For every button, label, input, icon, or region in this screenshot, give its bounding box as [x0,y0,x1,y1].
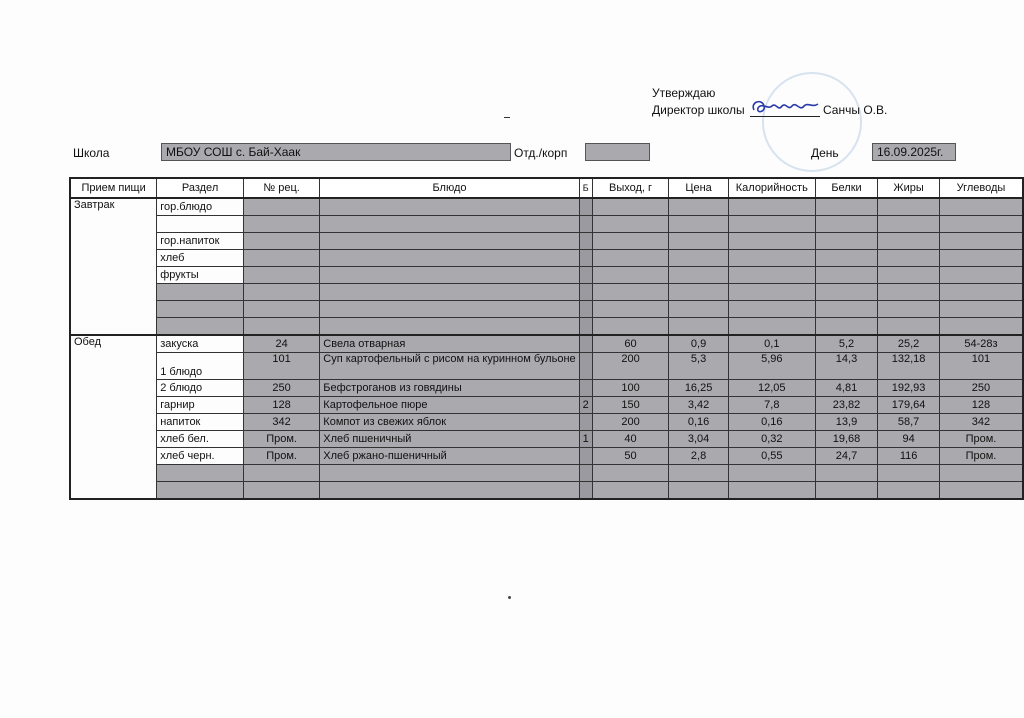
table-row [70,397,1023,414]
section-cell: напиток [157,414,244,431]
col-section: Раздел [157,178,244,198]
approve-label: Утверждаю [652,86,716,100]
b-cell[interactable] [579,250,592,267]
prot-cell[interactable]: 24,7 [815,448,878,465]
fat-cell[interactable] [878,233,940,250]
cal-cell[interactable] [728,301,815,318]
prot-cell[interactable]: 13,9 [815,414,878,431]
table-row [70,284,1023,301]
price-cell[interactable] [669,482,729,500]
fat-cell[interactable] [878,318,940,336]
out-cell[interactable]: 200 [592,414,669,431]
dish-cell[interactable]: Компот из свежих яблок [320,414,579,431]
carb-cell[interactable] [939,284,1023,301]
cal-cell[interactable] [728,250,815,267]
carb-cell[interactable]: 250 [939,380,1023,397]
fat-cell[interactable]: 192,93 [878,380,940,397]
col-out: Выход, г [592,178,669,198]
fat-cell[interactable]: 116 [878,448,940,465]
section-cell: 2 блюдо [157,380,244,397]
carb-cell[interactable]: 342 [939,414,1023,431]
carb-cell[interactable] [939,198,1023,216]
out-cell[interactable]: 50 [592,448,669,465]
cal-cell[interactable] [728,482,815,500]
section-cell[interactable] [157,301,244,318]
carb-cell[interactable] [939,216,1023,233]
b-cell[interactable] [579,301,592,318]
b-cell[interactable] [579,216,592,233]
cal-cell[interactable] [728,465,815,482]
price-cell[interactable]: 0,9 [669,335,729,353]
section-cell: хлеб бел. [157,431,244,448]
carb-cell[interactable] [939,482,1023,500]
table-row [70,233,1023,250]
fat-cell[interactable] [878,482,940,500]
fat-cell[interactable]: 132,18 [878,353,940,380]
carb-cell[interactable]: Пром. [939,431,1023,448]
director-name: Санчы О.В. [823,103,888,117]
dish-cell[interactable] [320,465,579,482]
prot-cell[interactable]: 14,3 [815,353,878,380]
fat-cell[interactable] [878,465,940,482]
signature [748,96,822,118]
table-row [70,335,1023,353]
out-cell[interactable]: 200 [592,353,669,380]
rec-cell[interactable] [243,267,319,284]
col-fat: Жиры [878,178,940,198]
fat-cell[interactable] [878,284,940,301]
school-label: Школа [73,146,110,160]
dish-cell[interactable] [320,198,579,216]
price-cell[interactable] [669,301,729,318]
rec-cell[interactable] [243,216,319,233]
section-cell [157,216,244,233]
dish-cell[interactable] [320,216,579,233]
b-cell[interactable]: 1 [579,431,592,448]
out-cell[interactable] [592,216,669,233]
col-dish: Блюдо [320,178,579,198]
section-cell: закуска [157,335,244,353]
prot-cell[interactable]: 19,68 [815,431,878,448]
table-row [70,318,1023,336]
out-cell[interactable]: 100 [592,380,669,397]
price-cell[interactable] [669,318,729,336]
b-cell[interactable] [579,198,592,216]
fat-cell[interactable] [878,198,940,216]
section-cell[interactable] [157,318,244,336]
table-row [70,267,1023,284]
dish-cell[interactable] [320,250,579,267]
meal-breakfast: Завтрак [70,198,157,335]
fat-cell[interactable] [878,301,940,318]
rec-cell[interactable] [243,482,319,500]
table-row [70,414,1023,431]
cal-cell[interactable] [728,216,815,233]
prot-cell[interactable] [815,216,878,233]
fat-cell[interactable] [878,250,940,267]
prot-cell[interactable] [815,233,878,250]
dish-cell[interactable] [320,482,579,500]
rec-cell[interactable] [243,301,319,318]
rec-cell[interactable] [243,465,319,482]
cal-cell[interactable] [728,233,815,250]
rec-cell[interactable]: 250 [243,380,319,397]
fat-cell[interactable]: 179,64 [878,397,940,414]
prot-cell[interactable] [815,318,878,336]
section-cell: гор.блюдо [157,198,244,216]
b-cell[interactable] [579,465,592,482]
price-cell[interactable]: 16,25 [669,380,729,397]
carb-cell[interactable]: Пром. [939,448,1023,465]
b-cell[interactable] [579,284,592,301]
out-cell[interactable] [592,284,669,301]
carb-cell[interactable] [939,465,1023,482]
dish-cell[interactable] [320,267,579,284]
cal-cell[interactable] [728,284,815,301]
price-cell[interactable]: 3,42 [669,397,729,414]
dept-field[interactable] [585,143,650,161]
menu-table [69,177,1024,500]
price-cell[interactable] [669,233,729,250]
dish-cell[interactable]: Хлеб пшеничный [320,431,579,448]
rec-cell[interactable] [243,198,319,216]
b-cell[interactable] [579,353,592,380]
prot-cell[interactable]: 4,81 [815,380,878,397]
out-cell[interactable]: 60 [592,335,669,353]
col-b: Б [579,178,592,198]
section-cell: гарнир [157,397,244,414]
cal-cell[interactable]: 7,8 [728,397,815,414]
price-cell[interactable] [669,198,729,216]
prot-cell[interactable] [815,482,878,500]
out-cell[interactable] [592,318,669,336]
rec-cell[interactable] [243,284,319,301]
price-cell[interactable] [669,284,729,301]
dish-cell[interactable] [320,301,579,318]
section-cell: хлеб черн. [157,448,244,465]
prot-cell[interactable]: 5,2 [815,335,878,353]
col-prot: Белки [815,178,878,198]
rec-cell[interactable]: 24 [243,335,319,353]
cal-cell[interactable] [728,267,815,284]
prot-cell[interactable] [815,250,878,267]
small-mark [504,117,510,118]
director-label: Директор школы [652,103,745,117]
scan-dot [508,596,511,599]
out-cell[interactable] [592,233,669,250]
col-carb: Углеводы [939,178,1023,198]
b-cell[interactable] [579,448,592,465]
price-cell[interactable]: 3,04 [669,431,729,448]
b-cell[interactable] [579,482,592,500]
section-cell: гор.напиток [157,233,244,250]
fat-cell[interactable]: 58,7 [878,414,940,431]
rec-cell[interactable]: Пром. [243,448,319,465]
table-row [70,353,1023,380]
meal-lunch: Обед [70,335,157,499]
rec-cell[interactable] [243,250,319,267]
prot-cell[interactable] [815,284,878,301]
table-row [70,380,1023,397]
col-rec: № рец. [243,178,319,198]
prot-cell[interactable] [815,465,878,482]
cal-cell[interactable]: 0,16 [728,414,815,431]
dish-cell[interactable]: Картофельное пюре [320,397,579,414]
out-cell[interactable] [592,267,669,284]
section-cell[interactable] [157,465,244,482]
cal-cell[interactable] [728,318,815,336]
out-cell[interactable]: 150 [592,397,669,414]
fat-cell[interactable] [878,216,940,233]
cal-cell[interactable]: 0,32 [728,431,815,448]
carb-cell[interactable] [939,250,1023,267]
col-cal: Калорийность [728,178,815,198]
section-cell: фрукты [157,267,244,284]
col-price: Цена [669,178,729,198]
section-cell[interactable] [157,284,244,301]
dish-cell[interactable] [320,318,579,336]
table-row [70,301,1023,318]
prot-cell[interactable] [815,198,878,216]
b-cell[interactable] [579,414,592,431]
cal-cell[interactable]: 0,1 [728,335,815,353]
section-cell: 1 блюдо [157,353,244,380]
rec-cell[interactable] [243,233,319,250]
prot-cell[interactable] [815,267,878,284]
cal-cell[interactable]: 5,96 [728,353,815,380]
day-field[interactable]: 16.09.2025г. [872,143,956,161]
table-row [70,198,1023,216]
out-cell[interactable] [592,482,669,500]
price-cell[interactable] [669,250,729,267]
school-field[interactable]: МБОУ СОШ с. Бай-Хаак [161,143,511,161]
col-meal: Прием пищи [70,178,157,198]
rec-cell[interactable]: 128 [243,397,319,414]
table-row [70,431,1023,448]
cal-cell[interactable]: 0,55 [728,448,815,465]
section-cell[interactable] [157,482,244,500]
dept-label: Отд./корп [514,146,568,160]
table-row [70,482,1023,500]
rec-cell[interactable]: Пром. [243,431,319,448]
rec-cell[interactable]: 101 [243,353,319,380]
out-cell[interactable] [592,465,669,482]
day-label: День [811,146,839,160]
fat-cell[interactable]: 25,2 [878,335,940,353]
carb-cell[interactable] [939,233,1023,250]
prot-cell[interactable]: 23,82 [815,397,878,414]
dish-cell[interactable] [320,284,579,301]
dish-cell[interactable]: Свела отварная [320,335,579,353]
b-cell[interactable] [579,318,592,336]
out-cell[interactable] [592,250,669,267]
carb-cell[interactable]: 54-28з [939,335,1023,353]
price-cell[interactable]: 5,3 [669,353,729,380]
price-cell[interactable] [669,216,729,233]
dish-cell[interactable]: Бефстроганов из говядины [320,380,579,397]
b-cell[interactable] [579,380,592,397]
table-row [70,216,1023,233]
price-cell[interactable] [669,267,729,284]
dish-cell[interactable]: Хлеб ржано-пшеничный [320,448,579,465]
b-cell[interactable] [579,233,592,250]
prot-cell[interactable] [815,301,878,318]
fat-cell[interactable] [878,267,940,284]
rec-cell[interactable] [243,318,319,336]
price-cell[interactable]: 0,16 [669,414,729,431]
carb-cell[interactable] [939,267,1023,284]
b-cell[interactable] [579,335,592,353]
dish-cell[interactable] [320,233,579,250]
table-row [70,465,1023,482]
table-row [70,250,1023,267]
b-cell[interactable]: 2 [579,397,592,414]
out-cell[interactable]: 40 [592,431,669,448]
section-cell: хлеб [157,250,244,267]
price-cell[interactable]: 2,8 [669,448,729,465]
out-cell[interactable] [592,198,669,216]
table-row [70,448,1023,465]
carb-cell[interactable]: 101 [939,353,1023,380]
out-cell[interactable] [592,301,669,318]
dish-cell[interactable]: Суп картофельный с рисом на куринном бульоне [320,353,579,380]
cal-cell[interactable] [728,198,815,216]
carb-cell[interactable] [939,301,1023,318]
carb-cell[interactable] [939,318,1023,336]
header-row [70,178,1023,198]
cal-cell[interactable]: 12,05 [728,380,815,397]
rec-cell[interactable]: 342 [243,414,319,431]
carb-cell[interactable]: 128 [939,397,1023,414]
price-cell[interactable] [669,465,729,482]
fat-cell[interactable]: 94 [878,431,940,448]
b-cell[interactable] [579,267,592,284]
